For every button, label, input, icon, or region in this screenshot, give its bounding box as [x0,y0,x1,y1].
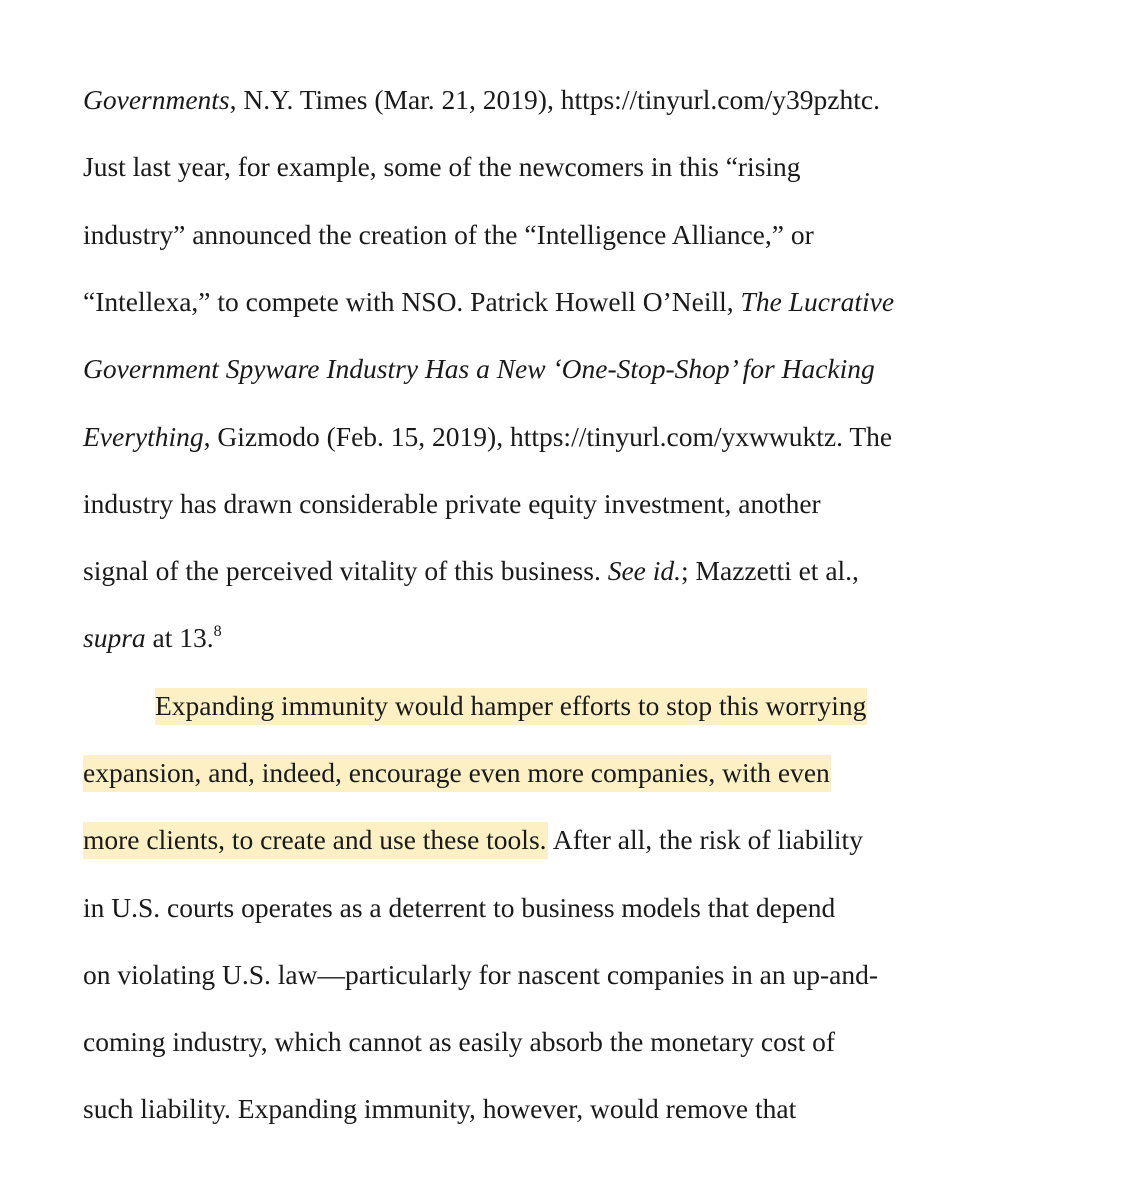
text-span: ; Mazzetti et al., [681,555,859,586]
highlighted-text: expansion, and, indeed, encourage even more companies, with even [83,755,831,792]
text-line-12 [83,822,863,858]
text-span: Just last year, for example, some of the newcomers in this “rising [83,151,801,182]
text-line-9 [83,620,222,656]
highlighted-text: Expanding immunity would hamper efforts to stop this worrying [155,688,867,725]
highlighted-text: more clients, to create and use these tools. [83,822,548,859]
text-line-1 [83,82,880,118]
text-line-13 [83,890,835,926]
text-line-6 [83,419,892,455]
text-line-14 [83,957,878,993]
text-span: coming industry, which cannot as easily absorb the monetary cost of [83,1026,835,1057]
text-line-5 [83,351,875,387]
text-line-11 [83,755,831,791]
text-line-10 [155,688,867,724]
text-span: in U.S. courts operates as a deterrent to business models that depend [83,892,836,923]
text-span: on violating U.S. law—particularly for nascent companies in an up-and- [83,959,878,990]
text-line-4 [83,284,894,320]
citation-title: Governments [83,84,230,115]
text-line-7 [83,486,821,522]
text-span: , N.Y. Times (Mar. 21, 2019), https://tinyurl.com/y39pzhtc. [229,84,880,115]
text-line-16 [83,1091,796,1127]
text-span: industry” announced the creation of the “Intelligence Alliance,” or [83,219,814,250]
text-span: such liability. Expanding immunity, however, would remove that [83,1093,797,1124]
text-span: industry has drawn considerable private equity investment, another [83,488,821,519]
citation-title: The Lucrative [740,286,895,317]
text-line-8 [83,553,859,589]
text-span: “Intellexa,” to compete with NSO. Patrick Howell O’Neill, [83,286,741,317]
text-span: at 13. [145,622,214,653]
signal-italic: See id. [607,555,682,586]
citation-title: Everything [83,421,204,452]
text-span: , Gizmodo (Feb. 15, 2019), https://tinyurl.com/yxwwuktz. The [203,421,893,452]
text-line-3 [83,217,814,253]
text-line-2 [83,149,801,185]
text-span: signal of the perceived vitality of this business. [83,555,608,586]
signal-italic: supra [83,622,146,653]
citation-title: Government Spyware Industry Has a New ‘One-Stop-Shop’ for Hacking [83,353,875,384]
text-line-15 [83,1024,835,1060]
text-span: After all, the risk of liability [547,824,863,855]
footnote-marker[interactable]: 8 [213,623,222,640]
